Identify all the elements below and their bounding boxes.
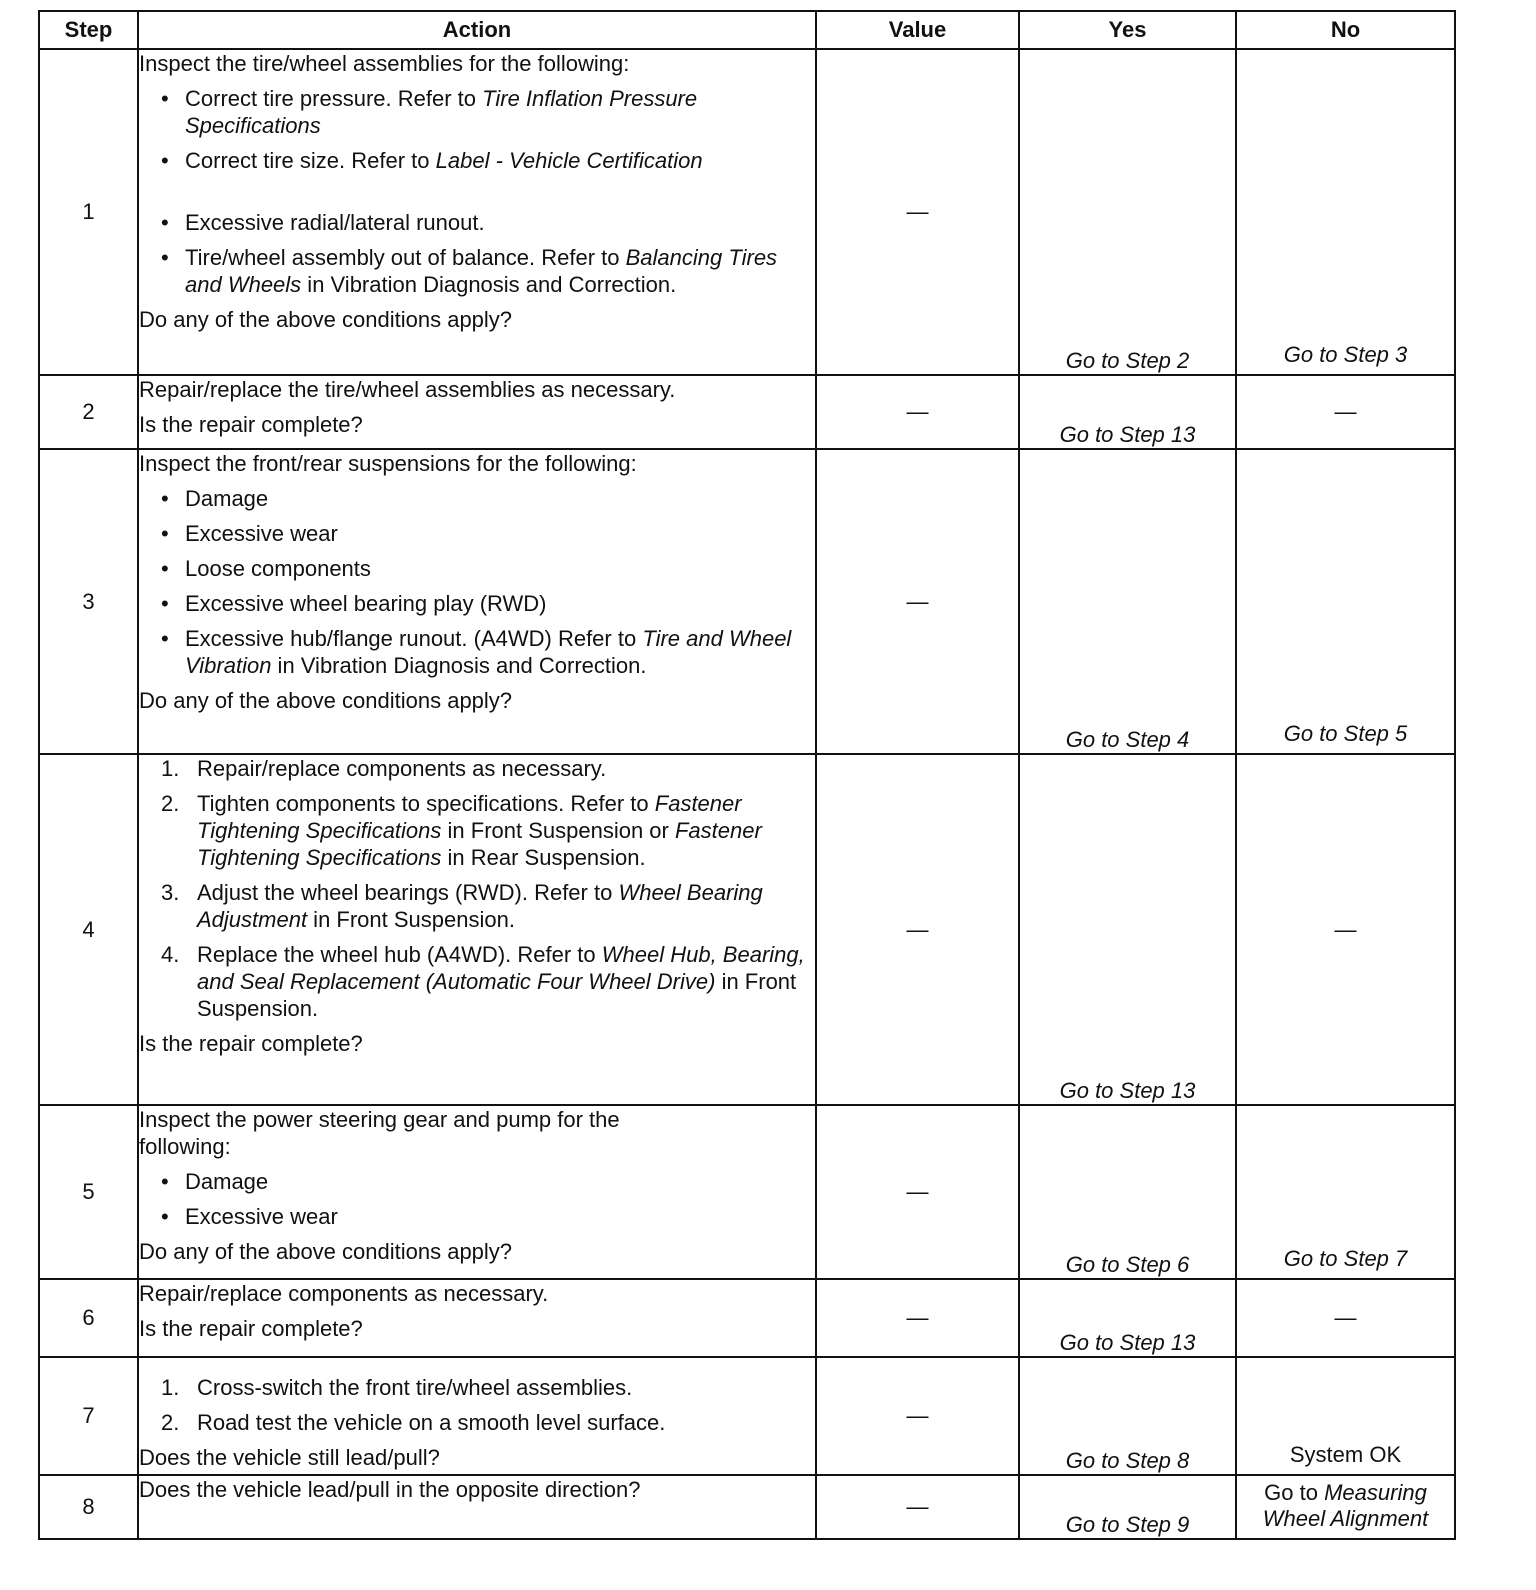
item-number: 2. <box>161 1410 180 1435</box>
no-cell <box>1236 1475 1455 1539</box>
item-number: 1. <box>161 1375 180 1400</box>
action-intro: Repair/replace the tire/wheel assemblies as necessary. <box>139 377 676 402</box>
action-cell <box>138 49 816 375</box>
bullet-item: • Correct tire size. Refer to Label - Vehicle Certification <box>161 148 703 173</box>
numbered-item: 1. Repair/replace components as necessary. <box>161 756 607 781</box>
numbered-item: 4. Replace the wheel hub (A4WD). Refer to Wheel Hub, Bearing, and Seal Replacement (Automatic Four Wheel Drive) in Front Suspension. <box>161 942 805 1021</box>
numbered-item: 2. Road test the vehicle on a smooth level surface. <box>161 1410 666 1435</box>
value-cell <box>816 1279 1019 1357</box>
yes-link[interactable]: Go to Step 13 <box>1059 1330 1196 1355</box>
action-question: Do any of the above conditions apply? <box>139 1239 513 1264</box>
action-question: Is the repair complete? <box>139 412 363 437</box>
table-row-step-8 <box>39 1475 1455 1539</box>
bullet-item: • Excessive wear <box>161 1204 338 1229</box>
reference-link[interactable]: Tire and Wheel Vibration <box>185 626 792 678</box>
action-question: Do any of the above conditions apply? <box>139 307 513 332</box>
action-question: Does the vehicle still lead/pull? <box>139 1445 440 1470</box>
yes-link[interactable]: Go to Step 2 <box>1065 348 1190 373</box>
yes-cell <box>1019 1475 1236 1539</box>
value-cell <box>816 49 1019 375</box>
bullet-icon: • <box>161 521 169 546</box>
yes-link[interactable]: Go to Step 6 <box>1065 1252 1190 1277</box>
value-text: — <box>906 1179 929 1204</box>
value-cell <box>816 1105 1019 1279</box>
bullet-icon: • <box>161 86 169 111</box>
bullet-item: • Damage <box>161 486 269 511</box>
action-intro: Inspect the front/rear suspensions for the following: <box>139 451 637 476</box>
value-text: — <box>906 399 929 424</box>
column-header-yes: Yes <box>1019 11 1236 49</box>
table-row-step-7 <box>39 1357 1455 1475</box>
yes-cell <box>1019 1357 1236 1475</box>
bullet-item: • Damage <box>161 1169 269 1194</box>
yes-link[interactable]: Go to Step 13 <box>1059 1078 1196 1103</box>
value-cell <box>816 1475 1019 1539</box>
action-question: Is the repair complete? <box>139 1031 363 1056</box>
bullet-item: • Tire/wheel assembly out of balance. Refer to Balancing Tires and Wheels in Vibration Diagnosis and Correction. <box>161 245 778 297</box>
step-number: 1 <box>39 49 138 375</box>
reference-link[interactable]: Tire Inflation Pressure Specifications <box>185 86 698 138</box>
bullet-item: • Excessive wheel bearing play (RWD) <box>161 591 547 616</box>
action-cell <box>138 449 816 754</box>
action-intro: Repair/replace components as necessary. <box>139 1281 549 1306</box>
bullet-icon: • <box>161 591 169 616</box>
bullet-item: • Excessive wear <box>161 521 338 546</box>
action-question: Is the repair complete? <box>139 1316 363 1341</box>
action-cell <box>138 754 816 1105</box>
no-text: — <box>1334 1305 1357 1330</box>
no-cell <box>1236 754 1455 1105</box>
no-link[interactable]: Go to Step 7 <box>1283 1246 1408 1271</box>
yes-link[interactable]: Go to Step 13 <box>1059 422 1196 447</box>
value-cell <box>816 375 1019 449</box>
value-text: — <box>906 588 929 614</box>
item-number: 3. <box>161 880 180 905</box>
action-question: Does the vehicle lead/pull in the opposite direction? <box>139 1477 641 1502</box>
action-intro: Inspect the tire/wheel assemblies for the following: <box>139 51 630 76</box>
action-cell <box>138 1105 816 1279</box>
item-number: 2. <box>161 791 180 816</box>
step-number: 5 <box>39 1105 138 1279</box>
no-cell <box>1236 449 1455 754</box>
bullet-icon: • <box>161 626 169 651</box>
column-header-action: Action <box>138 11 816 49</box>
value-cell <box>816 754 1019 1105</box>
action-cell <box>138 375 816 449</box>
reference-link[interactable]: Wheel Bearing Adjustment <box>197 880 763 932</box>
no-text: — <box>1334 399 1357 424</box>
no-cell <box>1236 1279 1455 1357</box>
action-question: Do any of the above conditions apply? <box>139 688 513 713</box>
value-cell <box>816 449 1019 754</box>
reference-link[interactable]: Fastener Tightening Specifications <box>197 791 742 843</box>
yes-cell <box>1019 754 1236 1105</box>
bullet-item: • Loose components <box>161 556 371 581</box>
table-row-step-1 <box>39 49 1455 375</box>
no-cell <box>1236 375 1455 449</box>
table-row-step-3 <box>39 449 1455 754</box>
step-number: 4 <box>39 754 138 1105</box>
item-number: 4. <box>161 942 180 967</box>
yes-link[interactable]: Go to Step 8 <box>1065 1448 1190 1473</box>
bullet-item: • Excessive hub/flange runout. (A4WD) Refer to Tire and Wheel Vibration in Vibration Diagnosis and Correction. <box>161 626 792 678</box>
reference-link[interactable]: Label - Vehicle Certification <box>435 148 703 173</box>
no-cell <box>1236 1357 1455 1475</box>
column-header-step: Step <box>39 11 138 49</box>
numbered-item: 2. Tighten components to specifications. Refer to Fastener Tightening Specifications in Front Suspension or Fastener Tightening Specifications in Rear Suspension. <box>161 791 762 870</box>
no-text: — <box>1334 916 1357 942</box>
step-number: 2 <box>39 375 138 449</box>
reference-link[interactable]: Fastener Tightening Specifications <box>197 818 762 870</box>
bullet-icon: • <box>161 148 169 173</box>
yes-link[interactable]: Go to Step 9 <box>1065 1512 1190 1537</box>
reference-link[interactable]: Balancing Tires and Wheels <box>185 245 778 297</box>
yes-cell <box>1019 375 1236 449</box>
column-header-no: No <box>1236 11 1455 49</box>
yes-cell <box>1019 1279 1236 1357</box>
yes-link[interactable]: Go to Step 4 <box>1065 727 1190 752</box>
no-cell <box>1236 49 1455 375</box>
value-text: — <box>906 1403 929 1428</box>
table-header-row <box>39 11 1455 49</box>
action-cell <box>138 1279 816 1357</box>
no-link[interactable]: Go to Step 5 <box>1283 721 1408 746</box>
no-link[interactable]: Measuring Wheel Alignment <box>1262 1480 1429 1531</box>
yes-cell <box>1019 1105 1236 1279</box>
no-link[interactable]: Go to Step 3 <box>1283 342 1408 367</box>
bullet-icon: • <box>161 245 169 270</box>
no-link-prefix: Go to <box>1264 1480 1325 1505</box>
bullet-item: • Excessive radial/lateral runout. <box>161 210 485 235</box>
action-cell <box>138 1357 816 1475</box>
table-row-step-2 <box>39 375 1455 449</box>
bullet-item: • Correct tire pressure. Refer to Tire Inflation Pressure Specifications <box>161 86 698 138</box>
step-number: 6 <box>39 1279 138 1357</box>
action-cell <box>138 1475 816 1539</box>
bullet-icon: • <box>161 1204 169 1229</box>
bullet-icon: • <box>161 486 169 511</box>
reference-link[interactable]: Wheel Hub, Bearing, and Seal Replacement (Automatic Four Wheel Drive) <box>197 942 805 994</box>
value-text: — <box>906 916 929 942</box>
action-intro: Inspect the power steering gear and pump for the following: <box>139 1107 620 1159</box>
bullet-icon: • <box>161 210 169 235</box>
value-text: — <box>906 1305 929 1330</box>
yes-cell <box>1019 449 1236 754</box>
step-number: 7 <box>39 1357 138 1475</box>
no-cell <box>1236 1105 1455 1279</box>
value-cell <box>816 1357 1019 1475</box>
table-row-step-6 <box>39 1279 1455 1357</box>
system-ok-text: System OK <box>1289 1442 1402 1467</box>
bullet-icon: • <box>161 1169 169 1194</box>
item-number: 1. <box>161 756 180 781</box>
step-number: 8 <box>39 1475 138 1539</box>
numbered-item: 3. Adjust the wheel bearings (RWD). Refer to Wheel Bearing Adjustment in Front Suspension. <box>161 880 763 932</box>
step-number: 3 <box>39 449 138 754</box>
yes-cell <box>1019 49 1236 375</box>
diagnostic-table <box>38 10 1456 1540</box>
value-text: — <box>906 1494 929 1519</box>
table-row-step-4 <box>39 754 1455 1105</box>
value-text: — <box>906 199 929 224</box>
table-row-step-5 <box>39 1105 1455 1279</box>
column-header-value: Value <box>816 11 1019 49</box>
numbered-item: 1. Cross-switch the front tire/wheel assemblies. <box>161 1375 633 1400</box>
bullet-icon: • <box>161 556 169 581</box>
